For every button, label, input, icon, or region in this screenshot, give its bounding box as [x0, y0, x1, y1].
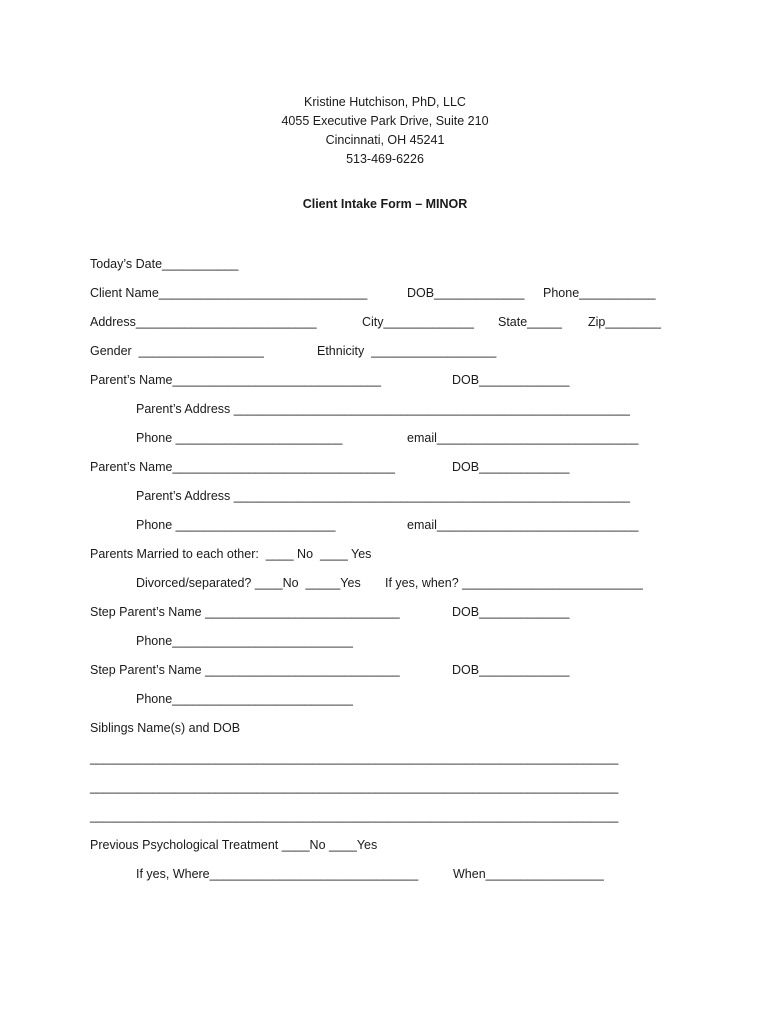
- parent1-email-field[interactable]: email_____________________________: [407, 431, 639, 445]
- parent2-dob-field[interactable]: DOB_____________: [452, 460, 570, 474]
- client-name-field[interactable]: Client Name______________________________: [90, 286, 368, 300]
- siblings-label: Siblings Name(s) and DOB: [90, 721, 241, 735]
- parent2-address-field[interactable]: Parent’s Address _________________________________________________________: [136, 489, 631, 503]
- practice-header: [0, 93, 770, 169]
- previous-treatment-field[interactable]: Previous Psychological Treatment ____No ____Yes: [90, 838, 378, 852]
- parent1-name-field[interactable]: Parent’s Name______________________________: [90, 373, 382, 387]
- gender-field[interactable]: Gender __________________: [90, 344, 264, 358]
- step-parent2-phone-field[interactable]: Phone__________________________: [136, 692, 353, 706]
- parent1-dob-field[interactable]: DOB_____________: [452, 373, 570, 387]
- ethnicity-field[interactable]: Ethnicity __________________: [317, 344, 497, 358]
- siblings-line[interactable]: ____________________________________________________________________________: [90, 809, 619, 823]
- client-dob-field[interactable]: DOB_____________: [407, 286, 525, 300]
- step-parent2-name-field[interactable]: Step Parent’s Name ____________________________: [90, 663, 400, 677]
- state-field[interactable]: State_____: [498, 315, 562, 329]
- zip-field[interactable]: Zip________: [588, 315, 661, 329]
- step-parent1-dob-field[interactable]: DOB_____________: [452, 605, 570, 619]
- parent2-phone-field[interactable]: Phone _______________________: [136, 518, 336, 532]
- divorced-when-field[interactable]: If yes, when? __________________________: [385, 576, 643, 590]
- form-title: Client Intake Form – MINOR: [302, 197, 468, 211]
- step-parent1-phone-field[interactable]: Phone__________________________: [136, 634, 353, 648]
- parent1-address-field[interactable]: Parent’s Address _________________________________________________________: [136, 402, 631, 416]
- step-parent2-dob-field[interactable]: DOB_____________: [452, 663, 570, 677]
- practice-address-2: Cincinnati, OH 45241: [325, 133, 445, 147]
- parent2-email-field[interactable]: email_____________________________: [407, 518, 639, 532]
- client-phone-field[interactable]: Phone___________: [543, 286, 656, 300]
- treatment-where-field[interactable]: If yes, Where______________________________: [136, 867, 419, 881]
- parent2-name-field[interactable]: Parent’s Name________________________________: [90, 460, 395, 474]
- divorced-field[interactable]: Divorced/separated? ____No _____Yes: [136, 576, 361, 590]
- address-field[interactable]: Address__________________________: [90, 315, 317, 329]
- step-parent1-name-field[interactable]: Step Parent’s Name ____________________________: [90, 605, 400, 619]
- city-field[interactable]: City_____________: [362, 315, 474, 329]
- siblings-line[interactable]: ____________________________________________________________________________: [90, 780, 619, 794]
- parent1-phone-field[interactable]: Phone ________________________: [136, 431, 343, 445]
- parents-married-field[interactable]: Parents Married to each other: ____ No ____ Yes: [90, 547, 372, 561]
- practice-name: Kristine Hutchison, PhD, LLC: [304, 95, 466, 109]
- siblings-line[interactable]: ____________________________________________________________________________: [90, 751, 619, 765]
- practice-phone: 513-469-6226: [346, 152, 424, 166]
- todays-date-field[interactable]: Today’s Date___________: [90, 257, 239, 271]
- treatment-when-field[interactable]: When_________________: [453, 867, 604, 881]
- practice-address-1: 4055 Executive Park Drive, Suite 210: [281, 114, 489, 128]
